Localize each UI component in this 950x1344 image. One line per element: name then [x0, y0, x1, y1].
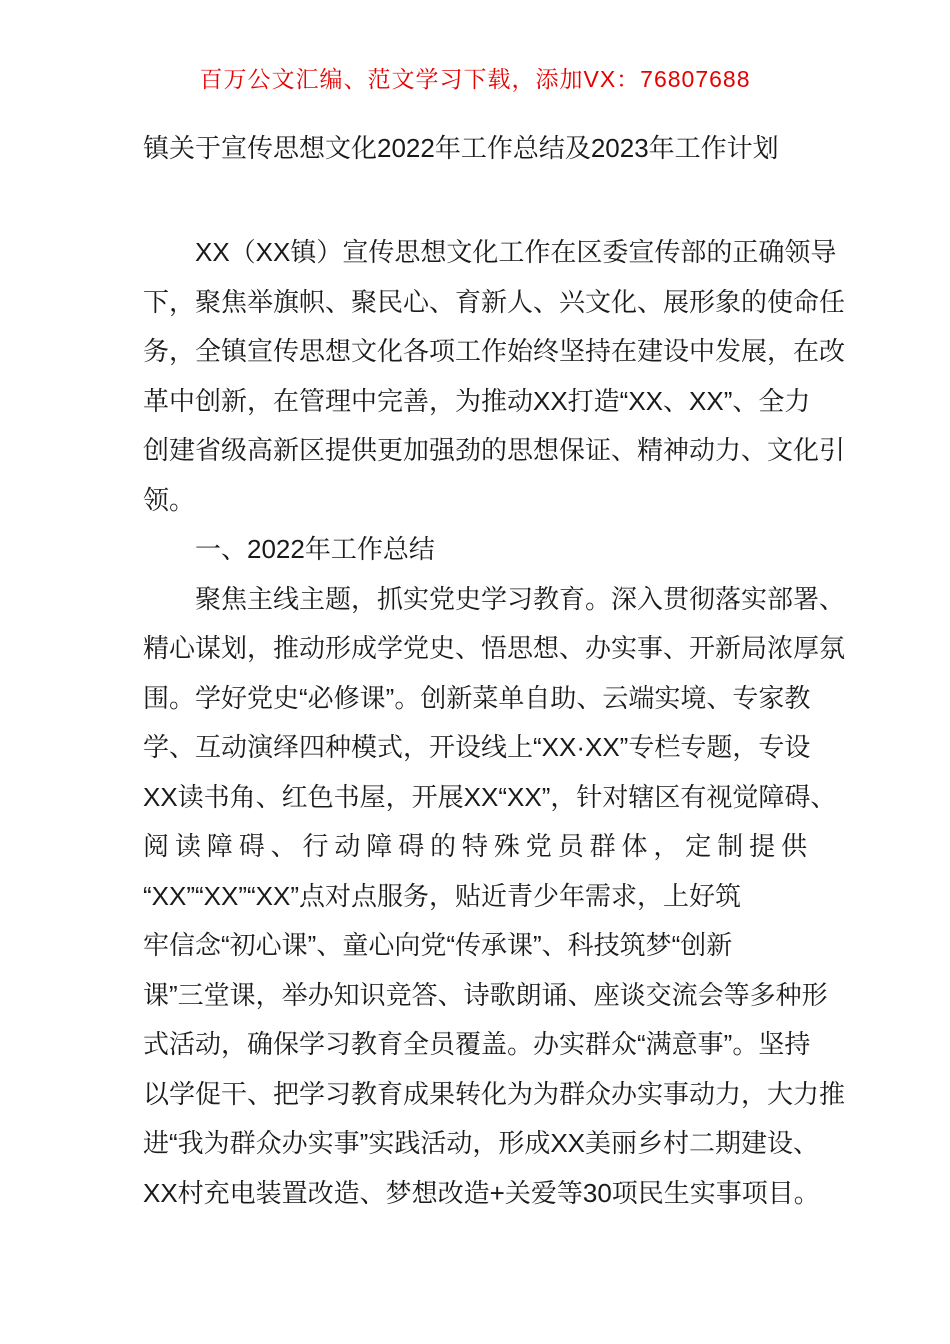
text-line: 精心谋划，推动形成学党史、悟思想、办实事、开新局浓厚氛 — [143, 633, 846, 663]
text-line: 领。 — [143, 484, 196, 515]
text-line: 进“我为群众办实事”实践活动，形成XX美丽乡村二期建设、 — [143, 1128, 820, 1158]
document-body — [143, 128, 846, 1218]
text-line: 下，聚焦举旗帜、聚民心、育新人、兴文化、展形象的使命任 — [143, 286, 846, 317]
text-line: 务，全镇宣传思想文化各项工作始终坚持在建设中发展，在改 — [143, 336, 846, 366]
text-line: XX读书角、红色书屋，开展XX“XX”，针对辖区有视觉障碍、 — [143, 781, 837, 812]
document-title: 镇关于宣传思想文化2022年工作总结及2023年工作计划 — [143, 133, 779, 163]
text-line: “XX”“XX”“XX”点对点服务，贴近青少年需求，上好筑 — [143, 880, 742, 911]
text-line: 以学促干、把学习教育成果转化为为群众办实事动力，大力推 — [143, 1078, 846, 1109]
promo-banner: 百万公文汇编、范文学习下载，添加VX：76807688 — [199, 66, 751, 92]
text-line: 牢信念“初心课”、童心向党“传承课”、科技筑梦“创新 — [143, 930, 733, 960]
text-line: XX村充电装置改造、梦想改造+关爱等30项民生实事项目。 — [143, 1177, 820, 1208]
text-line: 围。学好党史“必修课”。创新菜单自助、云端实境、专家教 — [143, 682, 811, 713]
text-line: 学、互动演绎四种模式，开设线上“XX·XX”专栏专题，专设 — [143, 732, 811, 762]
text-line: 阅读障碍、行动障碍的特殊党员群体，定制提供 — [143, 831, 807, 861]
text-line: 式活动，确保学习教育全员覆盖。办实群众“满意事”。坚持 — [143, 1029, 811, 1059]
section-heading: 一、2022年工作总结 — [195, 534, 435, 564]
text-line: 聚焦主线主题，抓实党史学习教育。深入贯彻落实部署、 — [195, 583, 846, 614]
text-line: 革中创新，在管理中完善，为推动XX打造“XX、XX”、全力 — [143, 385, 811, 416]
text-line: 创建省级高新区提供更加强劲的思想保证、精神动力、文化引 — [143, 435, 846, 465]
text-line: XX（XX镇）宣传思想文化工作在区委宣传部的正确领导 — [195, 237, 837, 267]
text-line: 课”三堂课，举办知识竞答、诗歌朗诵、座谈交流会等多种形 — [143, 979, 828, 1010]
